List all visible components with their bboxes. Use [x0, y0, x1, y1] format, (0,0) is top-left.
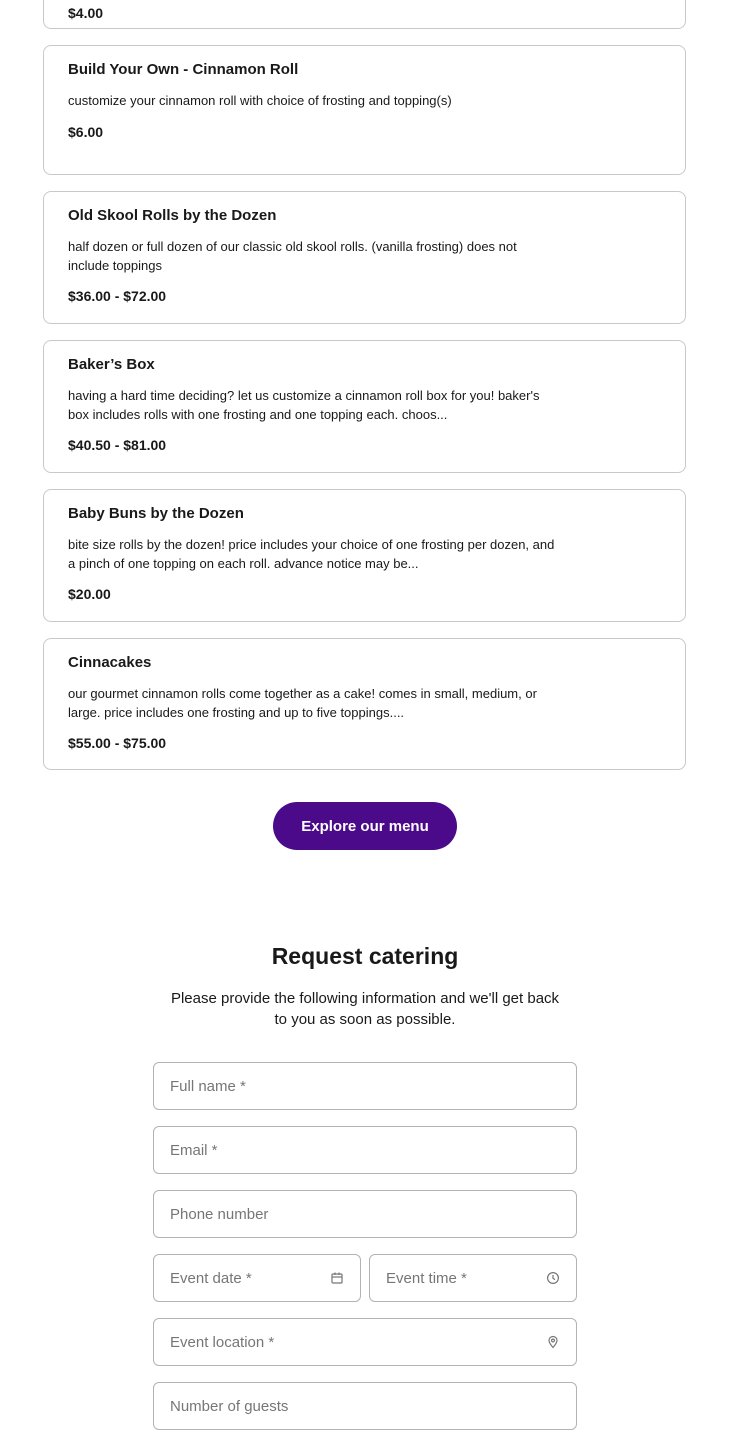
event-location-field[interactable]	[153, 1318, 577, 1366]
menu-item-name: Old Skool Rolls by the Dozen	[68, 207, 277, 224]
menu-item-card[interactable]	[43, 45, 686, 175]
email-placeholder: Email *	[170, 1141, 218, 1159]
clock-icon[interactable]	[546, 1271, 560, 1285]
menu-item-description: our gourmet cinnamon rolls come together as a cake! comes in small, medium, or large. price includes one frosting and up to five toppings....	[68, 686, 537, 720]
menu-item-price: $36.00 - $72.00	[68, 288, 167, 304]
menu-item-card[interactable]	[43, 638, 686, 770]
event-date-field[interactable]	[153, 1254, 361, 1302]
menu-item-name: Baker’s Box	[68, 356, 155, 373]
menu-item-card[interactable]	[43, 0, 686, 29]
menu-item-name: Cinnacakes	[68, 654, 152, 671]
menu-item-price: $55.00 - $75.00	[68, 735, 167, 751]
number-of-guests-field[interactable]	[153, 1382, 577, 1430]
menu-item-card[interactable]	[43, 340, 686, 473]
email-field[interactable]	[153, 1126, 577, 1174]
full-name-placeholder: Full name *	[170, 1077, 246, 1095]
menu-item-description: half dozen or full dozen of our classic old skool rolls. (vanilla frosting) does not include toppings	[68, 239, 517, 273]
number-of-guests-placeholder: Number of guests	[170, 1397, 289, 1415]
menu-item-description: bite size rolls by the dozen! price includes your choice of one frosting per dozen, and a pinch of one topping on each roll. advance notice may be...	[68, 537, 555, 571]
catering-description: Please provide the following information and we'll get back to you as soon as possible.	[170, 990, 560, 1028]
menu-item-name: Build Your Own - Cinnamon Roll	[68, 61, 299, 78]
menu-item-price: $6.00	[68, 124, 104, 140]
menu-item-price: $40.50 - $81.00	[68, 437, 167, 453]
phone-number-field[interactable]	[153, 1190, 577, 1238]
explore-menu-button[interactable]: Explore our menu	[273, 802, 457, 850]
event-time-placeholder: Event time *	[386, 1269, 467, 1287]
menu-item-price: $4.00	[68, 5, 104, 21]
calendar-icon[interactable]	[330, 1271, 344, 1285]
phone-number-placeholder: Phone number	[170, 1205, 269, 1223]
event-location-placeholder: Event location *	[170, 1333, 275, 1351]
event-date-placeholder: Event date *	[170, 1269, 252, 1287]
menu-item-price: $20.00	[68, 586, 111, 602]
menu-item-description: customize your cinnamon roll with choice of frosting and topping(s)	[68, 93, 452, 108]
map-pin-icon	[546, 1335, 560, 1349]
menu-item-card[interactable]	[43, 191, 686, 324]
catering-title: Request catering	[271, 943, 459, 969]
menu-item-card[interactable]	[43, 489, 686, 622]
event-time-field[interactable]	[369, 1254, 577, 1302]
menu-item-name: Baby Buns by the Dozen	[68, 505, 244, 522]
full-name-field[interactable]	[153, 1062, 577, 1110]
menu-item-description: having a hard time deciding? let us customize a cinnamon roll box for you! baker's box includes rolls with one frosting and one topping each. choos...	[68, 388, 540, 422]
